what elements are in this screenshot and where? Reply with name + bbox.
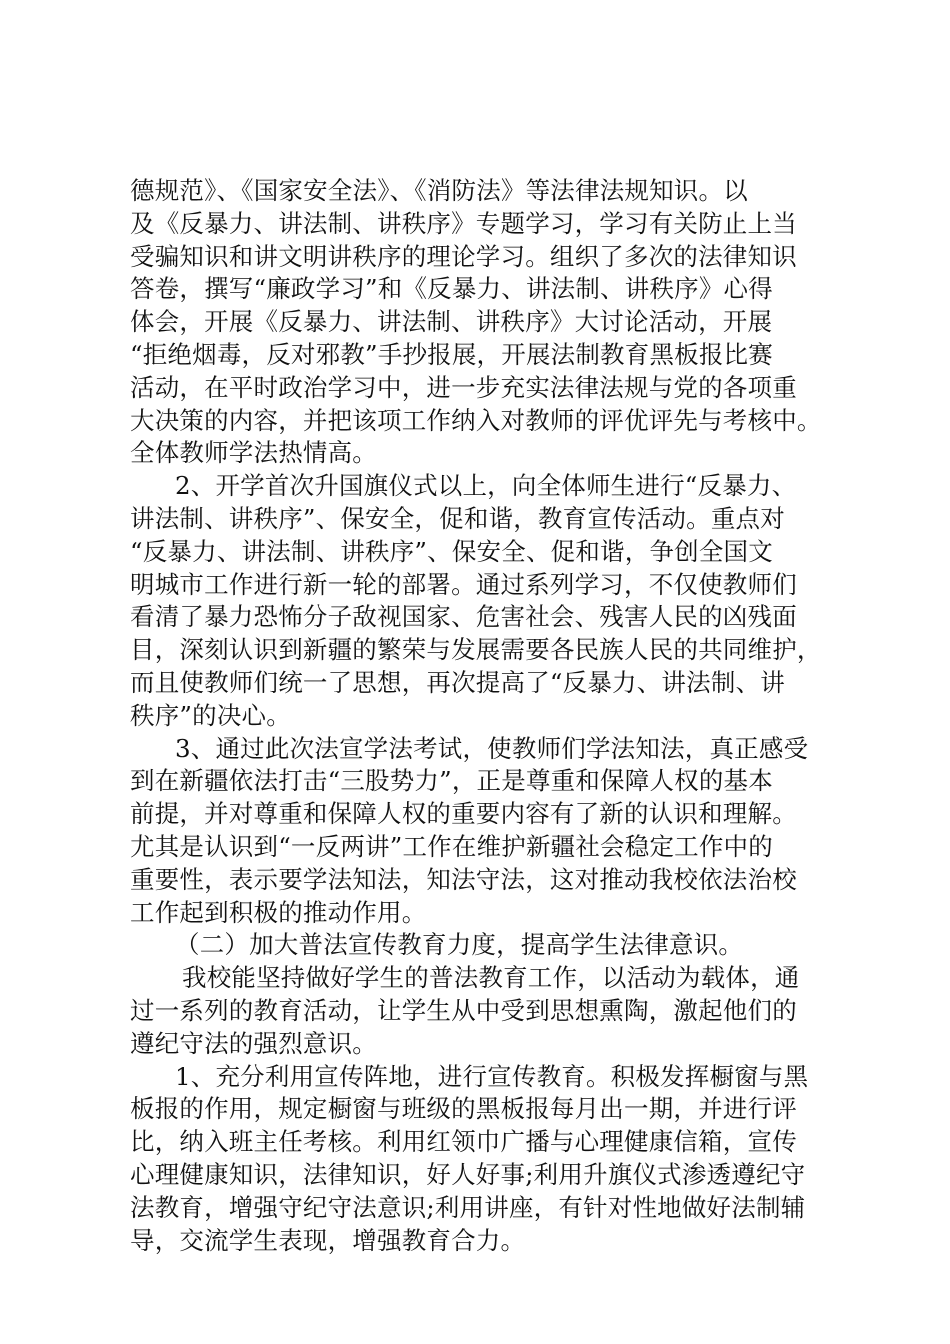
text-line: 3、通过此次法宣学法考试，使教师们学法知法，真正感受: [175, 733, 809, 763]
text-line: 而且使教师们统一了思想，再次提高了“反暴力、讲法制、讲: [130, 667, 785, 697]
text-line: 重要性，表示要学法知法，知法守法，这对推动我校依法治校: [130, 864, 797, 894]
text-line: 比，纳入班主任考核。利用红领巾广播与心理健康信箱，宣传: [130, 1127, 797, 1157]
text-line: 前提，并对尊重和保障人权的重要内容有了新的认识和理解。: [130, 799, 797, 829]
text-line: 受骗知识和讲文明讲秩序的理论学习。组织了多次的法律知识: [130, 241, 797, 271]
text-line: 遵纪守法的强烈意识。: [130, 1028, 377, 1058]
text-line: 法教育，增强守纪守法意识;利用讲座，有针对性地做好法制辅: [130, 1192, 806, 1222]
text-line: 板报的作用，规定橱窗与班级的黑板报每月出一期，并进行评: [130, 1094, 797, 1124]
text-line: 到在新疆依法打击“三股势力”，正是尊重和保障人权的基本: [130, 766, 773, 796]
text-line: 我校能坚持做好学生的普法教育工作，以活动为载体，通: [182, 963, 800, 993]
text-line: 心理健康知识，法律知识，好人好事;利用升旗仪式渗透遵纪守: [130, 1159, 806, 1189]
document-body: [130, 175, 835, 1257]
section-heading: （二）加大普法宣传教育力度，提高学生法律意识。: [175, 930, 744, 960]
text-line: 活动，在平时政治学习中，进一步充实法律法规与党的各项重: [130, 372, 797, 402]
text-line: 体会，开展《反暴力、讲法制、讲秩序》大讨论活动，开展: [130, 307, 773, 337]
text-line: 目，深刻认识到新疆的繁荣与发展需要各民族人民的共同维护，: [130, 635, 822, 665]
text-line: 讲法制、讲秩序”、保安全，促和谐，教育宣传活动。重点对: [130, 503, 785, 533]
text-line: 大决策的内容，并把该项工作纳入对教师的评优评先与考核中。: [130, 405, 822, 435]
text-line: 德规范》、《国家安全法》、《消防法》等法律法规知识。以: [130, 176, 748, 205]
text-line: 1、充分利用宣传阵地，进行宣传教育。积极发挥橱窗与黑: [175, 1061, 809, 1091]
text-line: 工作起到积极的推动作用。: [130, 897, 427, 927]
text-line: 明城市工作进行新一轮的部署。通过系列学习，不仅使教师们: [130, 569, 797, 599]
text-line: 及《反暴力、讲法制、讲秩序》专题学习，学习有关防止上当: [130, 208, 797, 238]
text-line: 尤其是认识到“一反两讲”工作在维护新疆社会稳定工作中的: [130, 831, 773, 861]
text-line: 看清了暴力恐怖分子敌视国家、危害社会、残害人民的凶残面: [130, 602, 797, 632]
text-line: “拒绝烟毒，反对邪教”手抄报展，开展法制教育黑板报比赛: [130, 339, 773, 369]
text-line: 秩序”的决心。: [130, 700, 291, 730]
text-line: “反暴力、讲法制、讲秩序”、保安全、促和谐，争创全国文: [130, 536, 773, 566]
text-line: 答卷，撰写“廉政学习”和《反暴力、讲法制、讲秩序》心得: [130, 274, 773, 304]
text-line: 过一系列的教育活动，让学生从中受到思想熏陶，激起他们的: [130, 995, 797, 1025]
text-line: 导，交流学生表现，增强教育合力。: [130, 1225, 526, 1255]
text-line: 全体教师学法热情高。: [130, 438, 377, 468]
text-line: 2、开学首次升国旗仪式以上，向全体师生进行“反暴力、: [175, 471, 797, 501]
